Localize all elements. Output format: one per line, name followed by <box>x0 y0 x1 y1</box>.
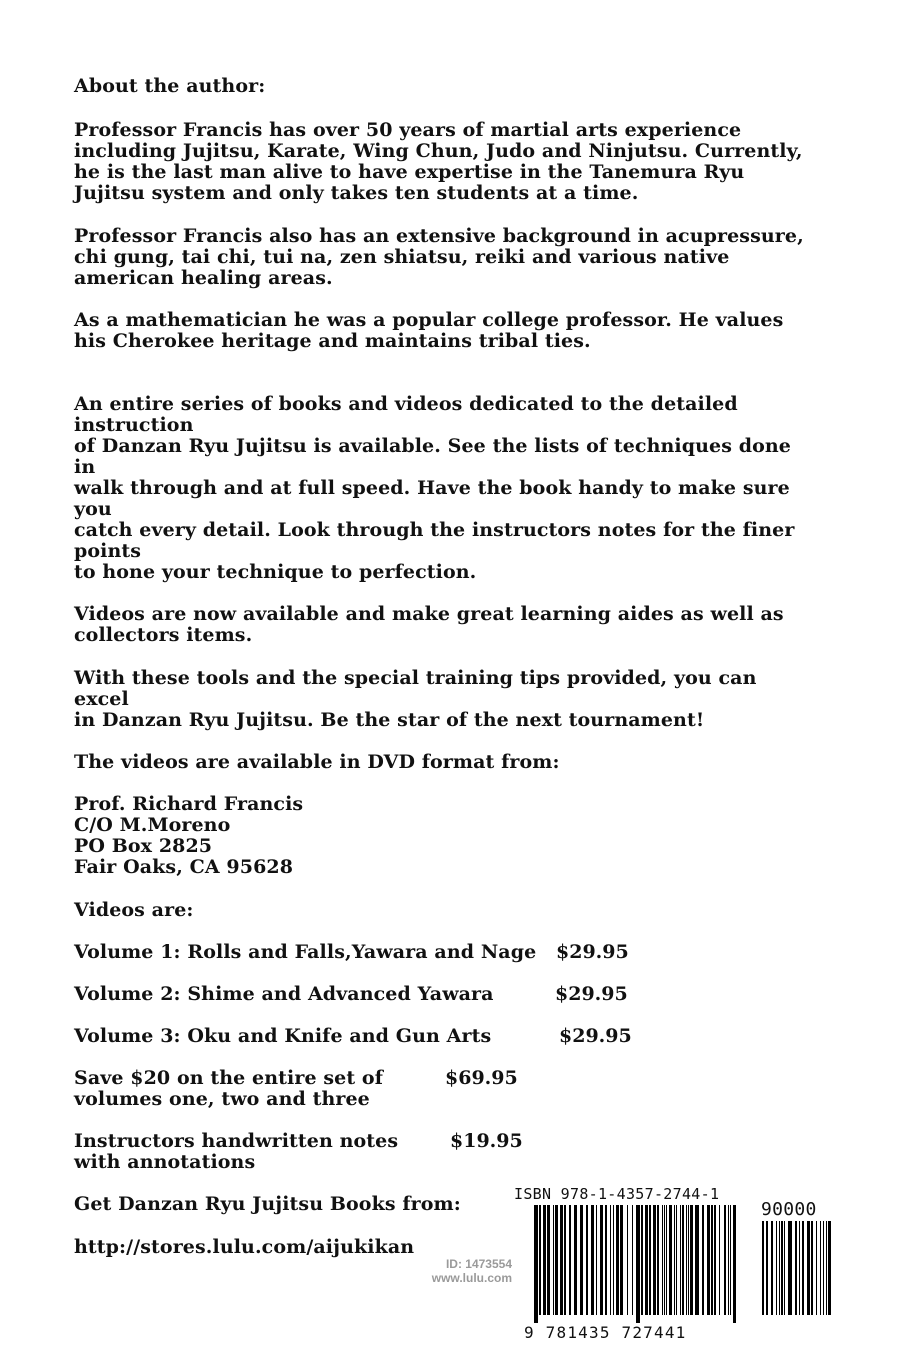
address-line: C/O M.Moreno <box>74 814 231 836</box>
barcode-bar <box>682 1205 684 1315</box>
barcode-bar <box>799 1221 800 1315</box>
tools-line: With these tools and the special training tips provided, you can <box>74 667 757 689</box>
barcode-bar <box>620 1205 623 1315</box>
heritage-line: As a mathematician he was a popular college professor. He values <box>74 309 784 331</box>
product-name: with annotations <box>74 1151 256 1173</box>
barcode-bar <box>807 1221 810 1315</box>
barcode-bar <box>762 1221 764 1315</box>
about-heading: About the author: <box>74 75 266 97</box>
address-line: PO Box 2825 <box>74 835 213 857</box>
barcode-bar <box>534 1205 538 1323</box>
address-line: Prof. Richard Francis <box>74 793 304 815</box>
barcode-bar <box>795 1221 797 1315</box>
barcode-bar <box>779 1221 780 1315</box>
barcode-bar <box>724 1205 726 1315</box>
barcode-bar <box>674 1205 675 1315</box>
product-price: $29.95 <box>555 983 628 1005</box>
barcode-bar <box>816 1221 817 1315</box>
address-line: Fair Oaks, CA 95628 <box>74 856 294 878</box>
barcode-bar <box>553 1205 554 1315</box>
series-line: An entire series of books and videos dedicated to the detailed <box>74 393 738 415</box>
series-line: in <box>74 456 96 478</box>
dvd-format-line: The videos are available in DVD format from: <box>74 751 560 773</box>
series-line: of Danzan Ryu Jujitsu is available. See the lists of techniques done <box>74 435 791 457</box>
lulu-site: www.lulu.com <box>431 1271 512 1285</box>
barcode-bar <box>586 1205 588 1315</box>
barcode-bar <box>564 1205 566 1315</box>
ean-bars <box>534 1205 739 1323</box>
barcode-bar <box>600 1205 603 1315</box>
barcode-bar <box>781 1221 783 1315</box>
bio-line: Jujitsu system and only takes ten students at a time. <box>74 182 639 204</box>
barcode-bar <box>560 1205 563 1315</box>
barcode-bar <box>596 1205 597 1315</box>
barcode-bar <box>657 1205 659 1315</box>
videos-available-line: Videos are now available and make great learning aides as well as <box>74 603 784 625</box>
barcode-bar <box>666 1205 667 1315</box>
product-price: $29.95 <box>559 1025 632 1047</box>
series-line: you <box>74 498 112 520</box>
barcode-bar <box>641 1205 643 1315</box>
product-price: $29.95 <box>556 941 629 963</box>
background-line: american healing areas. <box>74 267 333 289</box>
barcode-bar <box>649 1205 651 1315</box>
barcode-bar <box>711 1205 713 1315</box>
barcode-bar <box>669 1205 672 1315</box>
barcode-bar <box>826 1221 827 1315</box>
videos-available-line: collectors items. <box>74 624 253 646</box>
barcode-bar <box>686 1205 687 1315</box>
barcode-bar <box>776 1221 777 1315</box>
barcode-bar <box>636 1205 640 1323</box>
product-name: Instructors handwritten notes <box>74 1130 399 1152</box>
product-price: $19.95 <box>450 1130 523 1152</box>
addon-bars <box>762 1221 834 1323</box>
barcode-bar <box>613 1205 614 1315</box>
barcode-bar <box>730 1205 731 1315</box>
product-price: $69.95 <box>445 1067 518 1089</box>
series-line: catch every detail. Look through the instructors notes for the finer <box>74 519 795 541</box>
barcode-bar <box>645 1205 648 1315</box>
store-url-link[interactable]: http://stores.lulu.com/aijukikan <box>74 1236 415 1258</box>
lulu-id: ID: 1473554 <box>445 1257 512 1271</box>
background-line: Professor Francis also has an extensive background in acupressure, <box>74 225 804 247</box>
barcode-bar <box>707 1205 710 1315</box>
videos-heading: Videos are: <box>74 899 194 921</box>
barcode-bar <box>784 1221 785 1315</box>
isbn-label: ISBN 978-1-4357-2744-1 <box>514 1185 720 1203</box>
barcode-bar <box>662 1205 663 1315</box>
product-name: Volume 1: Rolls and Falls,Yawara and Nage <box>74 941 537 963</box>
barcode-bar <box>627 1205 628 1315</box>
barcode-bar <box>820 1221 821 1315</box>
bio-line: he is the last man alive to have expertise in the Tanemura Ryu <box>74 161 745 183</box>
barcode-bar <box>771 1221 773 1315</box>
barcode-bar <box>574 1205 577 1315</box>
product-name: Save $20 on the entire set of <box>74 1067 383 1089</box>
bio-line: Professor Francis has over 50 years of martial arts experience <box>74 119 742 141</box>
barcode-bar <box>543 1205 546 1315</box>
barcode-bar <box>676 1205 677 1315</box>
barcode-bar <box>605 1205 607 1315</box>
barcode-bar <box>702 1205 704 1315</box>
barcode-bar <box>591 1205 594 1315</box>
tools-line: in Danzan Ryu Jujitsu. Be the star of the next tournament! <box>74 709 705 731</box>
addon-digits: 90000 <box>761 1199 817 1220</box>
ean-digits: 9 781435 727441 <box>524 1323 687 1342</box>
product-name: Volume 3: Oku and Knife and Gun Arts <box>74 1025 492 1047</box>
barcode-bar <box>680 1205 681 1315</box>
barcode-bar <box>828 1221 831 1315</box>
barcode-bar <box>580 1205 583 1315</box>
heritage-line: his Cherokee heritage and maintains tribal ties. <box>74 330 591 352</box>
barcode-bar <box>569 1205 571 1315</box>
barcode-bar <box>811 1221 813 1315</box>
barcode-bar <box>788 1221 792 1315</box>
barcode-bar <box>547 1205 550 1315</box>
product-name: volumes one, two and three <box>74 1088 370 1110</box>
barcode-bar <box>664 1205 665 1315</box>
barcode-bar <box>616 1205 619 1315</box>
tools-line: excel <box>74 688 129 710</box>
barcode-bar <box>688 1205 689 1315</box>
barcode-bar <box>632 1205 633 1315</box>
barcode-bar <box>728 1205 729 1315</box>
bio-line: including Jujitsu, Karate, Wing Chun, Judo and Ninjutsu. Currently, <box>74 140 803 162</box>
barcode-bar <box>610 1205 611 1315</box>
series-line: to hone your technique to perfection. <box>74 561 477 583</box>
series-line: walk through and at full speed. Have the book handy to make sure <box>74 477 790 499</box>
barcode-bar <box>766 1221 768 1315</box>
barcode-bar <box>714 1205 716 1315</box>
books-heading: Get Danzan Ryu Jujitsu Books from: <box>74 1193 461 1215</box>
barcode-bar <box>653 1205 656 1315</box>
background-line: chi gung, tai chi, tui na, zen shiatsu, reiki and various native <box>74 246 730 268</box>
product-name: Volume 2: Shime and Advanced Yawara <box>74 983 494 1005</box>
barcode-bar <box>823 1221 824 1315</box>
barcode-bar <box>555 1205 558 1315</box>
isbn-barcode <box>512 1185 842 1345</box>
series-line: points <box>74 540 142 562</box>
barcode-bar <box>733 1205 736 1323</box>
barcode-bar <box>690 1205 693 1315</box>
barcode-bar <box>719 1205 720 1315</box>
series-line: instruction <box>74 414 194 436</box>
barcode-bar <box>539 1205 541 1315</box>
barcode-bar <box>695 1205 699 1315</box>
barcode-bar <box>802 1221 804 1315</box>
